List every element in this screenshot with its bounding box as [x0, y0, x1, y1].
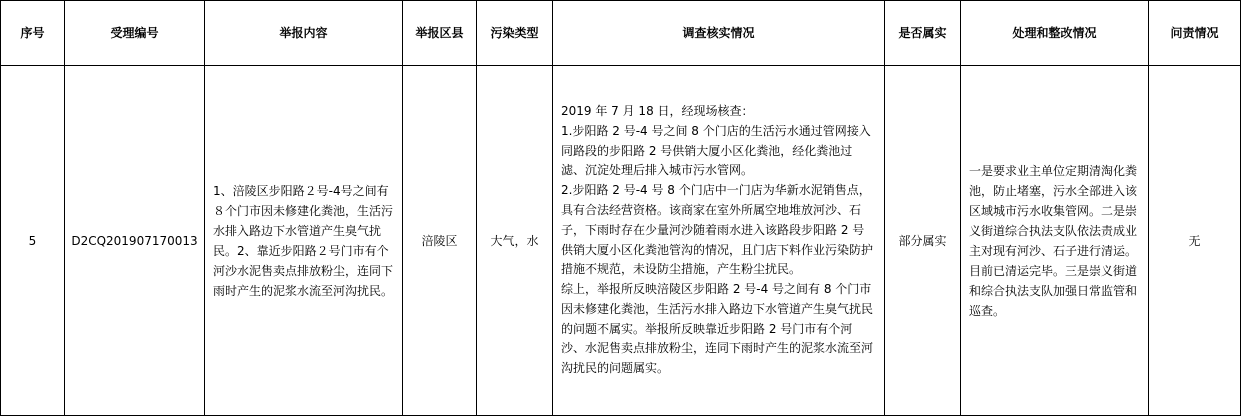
- header-district: 举报区县: [403, 1, 477, 66]
- header-row: [1, 1, 1241, 66]
- handling-text: 一是要求业主单位定期清淘化粪池，防止堵塞，污水全部进入该区域城市污水收集管网。二是崇义街道综合执法支队依法责成业主对现有河沙、石子进行清运。目前已清运完毕。三是崇义街道和综合执法支队加强日常监管和巡查。: [969, 163, 1138, 318]
- cell-accountability: 无: [1149, 66, 1241, 416]
- header-seq: 序号: [1, 1, 65, 66]
- cell-handling: [961, 66, 1149, 416]
- cell-district: 涪陵区: [403, 66, 477, 416]
- header-investigation: 调查核实情况: [553, 1, 885, 66]
- report-content-text: 1、涪陵区步阳路２号-4号之间有８个门市因未修建化粪池，生活污水排入路边下水管道产生臭气扰民。2、靠近步阳路２号门市有个河沙水泥售卖点排放粉尘，连同下雨时产生的泥浆水流至河沟扰民。: [213, 183, 394, 298]
- header-handling: 处理和整改情况: [961, 1, 1149, 66]
- investigation-paragraph: 2.步阳路 2 号-4 号 8 个门店中一门店为华新水泥销售点，具有合法经营资格。该商家在室外所属空地堆放河沙、石子，下雨时存在少量河沙随着雨水进入该路段步阳路 2 号供销大厦小区化粪池管沟的情况，且门店下料作业污染防护措施不规范，未设防尘措施，产生粉尘扰民。: [561, 183, 874, 277]
- cell-pollution-type: 大气，水: [477, 66, 553, 416]
- investigation-paragraph: 综上，举报所反映涪陵区步阳路 2 号-4 号之间有 8 个门市因未修建化粪池，生活污水排入路边下水管道产生臭气扰民的问题不属实。举报所反映靠近步阳路 2 号门市有个河沙、水泥售卖点排放粉尘，连同下雨时产生的泥浆水流至河沟扰民的问题属实。: [561, 282, 874, 376]
- header-verified: 是否属实: [885, 1, 961, 66]
- investigation-paragraph: 1.步阳路 2 号-4 号之间 8 个门店的生活污水通过管网接入同路段的步阳路 2 号供销大厦小区化粪池，经化粪池过滤、沉淀处理后排入城市污水管网。: [561, 123, 871, 178]
- cell-case-no: D2CQ201907170013: [65, 66, 205, 416]
- table-row: [1, 66, 1241, 416]
- cell-seq: 5: [1, 66, 65, 416]
- cell-investigation: [553, 66, 885, 416]
- header-accountability: 问责情况: [1149, 1, 1241, 66]
- header-report-content: 举报内容: [205, 1, 403, 66]
- header-pollution-type: 污染类型: [477, 1, 553, 66]
- header-case-no: 受理编号: [65, 1, 205, 66]
- cell-verified: 部分属实: [885, 66, 961, 416]
- cell-report-content: [205, 66, 403, 416]
- investigation-paragraph: 2019 年 7 月 18 日，经现场核查：: [561, 103, 754, 118]
